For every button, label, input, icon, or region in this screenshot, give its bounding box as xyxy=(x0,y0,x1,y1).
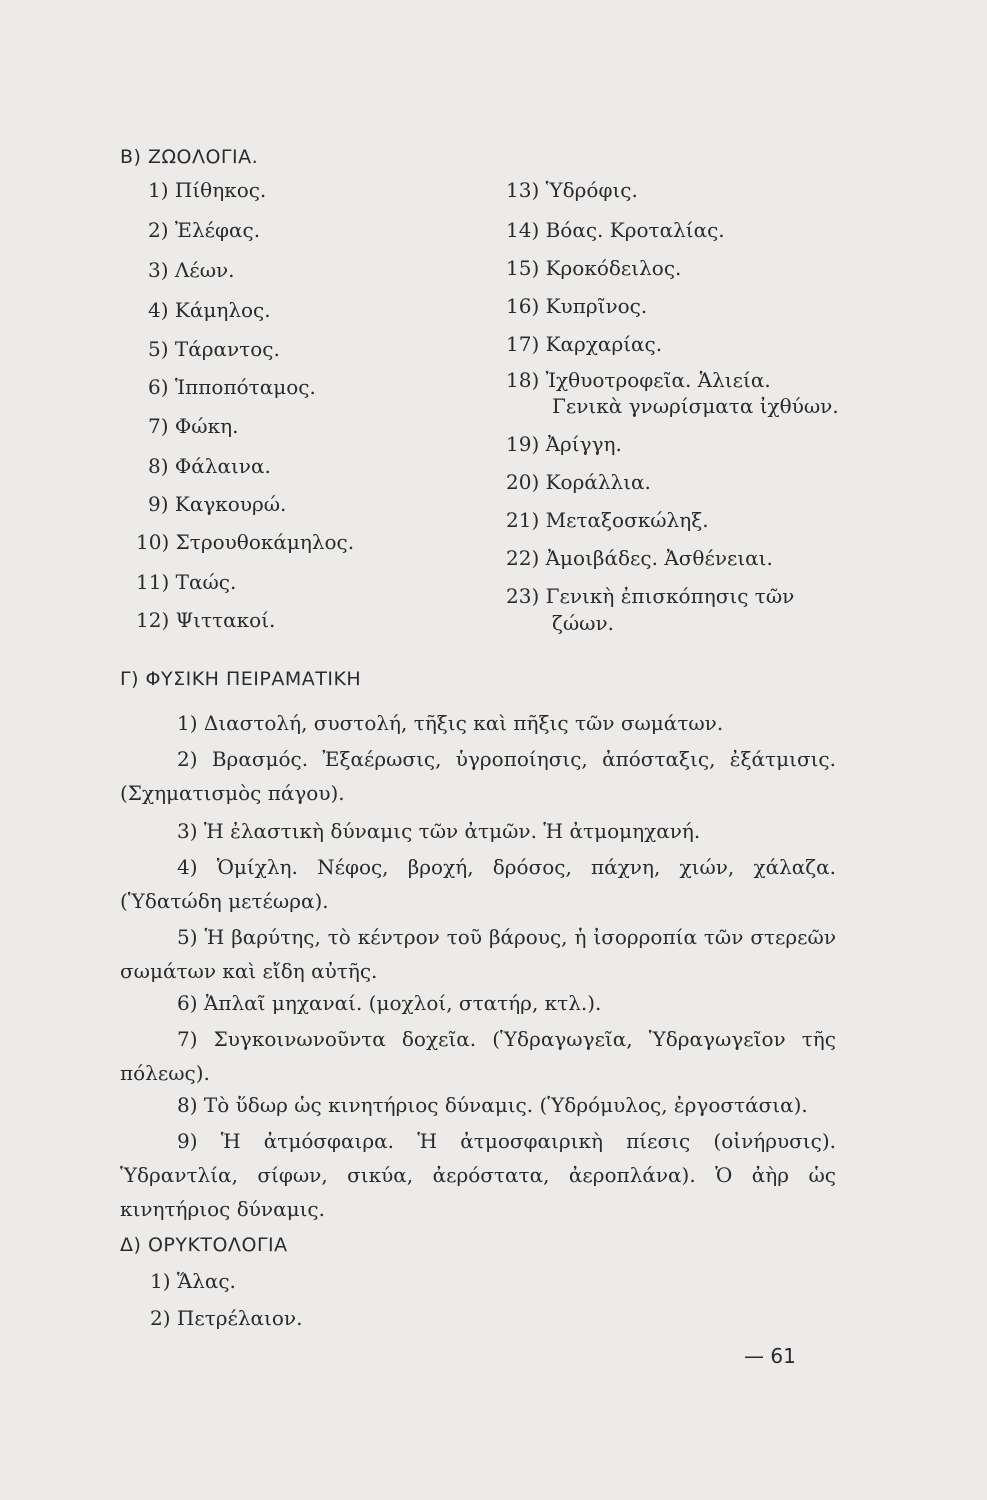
list-item: 21) Μεταξοσκώληξ. xyxy=(506,508,709,532)
list-item-continuation: ζώων. xyxy=(552,611,614,635)
list-item: 12) Ψιττακοί. xyxy=(136,608,276,632)
zoology-heading: Β) ΖΩΟΛΟΓΙΑ. xyxy=(120,146,259,168)
list-item-continuation: Γενικὰ γνωρίσματα ἰχθύων. xyxy=(552,394,839,418)
list-item: 22) Ἀμοιβάδες. Ἀσθένειαι. xyxy=(506,546,773,570)
list-item: 20) Κοράλλια. xyxy=(506,470,651,494)
list-item: 10) Στρουθοκάμηλος. xyxy=(136,530,355,554)
paragraph-item: 5) Ἡ βαρύτης, τὸ κέντρον τοῦ βάρους, ἡ ἰσορροπία τῶν στερεῶν σωμάτων καὶ εἴδη αὐτῆς. xyxy=(120,925,836,983)
list-item: 3) Λέων. xyxy=(148,258,235,282)
list-item: 9) Καγκουρώ. xyxy=(148,492,287,516)
list-item: 2) Ἐλέφας. xyxy=(148,218,261,242)
list-item: 1) Πίθηκος. xyxy=(148,178,267,202)
paragraph-item: 7) Συγκοινωνοῦντα δοχεῖα. (Ὑδραγωγεῖα, Ὑδραγωγεῖον τῆς πόλεως). xyxy=(120,1027,836,1085)
page-number: — 61 xyxy=(744,1344,796,1368)
list-item: 5) Τάραντος. xyxy=(148,337,280,361)
list-item: 4) Κάμηλος. xyxy=(148,298,271,322)
paragraph-item: 1) Διαστολή, συστολή, τῆξις καὶ πῆξις τῶν σωμάτων. xyxy=(177,711,724,735)
list-item: 1) Ἅλας. xyxy=(150,1269,236,1293)
list-item: 8) Φάλαινα. xyxy=(148,454,271,478)
list-item: 13) Ὑδρόφις. xyxy=(506,178,638,202)
list-item: 14) Βόας. Κροταλίας. xyxy=(506,218,725,242)
list-item: 11) Ταώς. xyxy=(136,570,237,594)
list-item: 7) Φώκη. xyxy=(148,414,239,438)
list-item: 15) Κροκόδειλος. xyxy=(506,256,682,280)
list-item: 18) Ἰχθυοτροφεῖα. Ἁλιεία. xyxy=(506,368,771,392)
physics-heading: Γ) ΦΥΣΙΚΗ ΠΕΙΡΑΜΑΤΙΚΗ xyxy=(120,668,362,690)
paragraph-item: 3) Ἡ ἐλαστικὴ δύναμις τῶν ἀτμῶν. Ἡ ἀτμομηχανή. xyxy=(177,819,701,843)
list-item: 23) Γενικὴ ἐπισκόπησις τῶν xyxy=(506,584,795,608)
paragraph-item: 4) Ὁμίχλη. Νέφος, βροχή, δρόσος, πάχνη, χιών, χάλαζα. (Ὑδατώδη μετέωρα). xyxy=(120,855,836,913)
paragraph-item: 8) Τὸ ὕδωρ ὡς κινητήριος δύναμις. (Ὑδρόμυλος, ἐργοστάσια). xyxy=(177,1093,808,1117)
paragraph-item: 6) Ἁπλαῖ μηχαναί. (μοχλοί, στατήρ, κτλ.). xyxy=(177,991,602,1015)
list-item: 2) Πετρέλαιον. xyxy=(150,1306,303,1330)
list-item: 16) Κυπρῖνος. xyxy=(506,294,648,318)
paragraph-item: 9) Ἡ ἀτμόσφαιρα. Ἡ ἀτμοσφαιρικὴ πίεσις (οἰνήρυσις). Ὑδραντλία, σίφων, σικύα, ἀερόστατα, ἀεροπλάνα). Ὁ ἀὴρ ὡς κινητήριος δύναμις. xyxy=(120,1129,836,1221)
paragraph-item: 2) Βρασμός. Ἐξαέρωσις, ὑγροποίησις, ἀπόσταξις, ἐξάτμισις. (Σχηματισμὸς πάγου). xyxy=(120,747,836,805)
list-item: 19) Ἀρίγγη. xyxy=(506,432,622,456)
list-item: 6) Ἱπποπόταμος. xyxy=(148,375,316,399)
list-item: 17) Καρχαρίας. xyxy=(506,332,663,356)
mineralogy-heading: Δ) ΟΡΥΚΤΟΛΟΓΙΑ xyxy=(120,1234,288,1256)
